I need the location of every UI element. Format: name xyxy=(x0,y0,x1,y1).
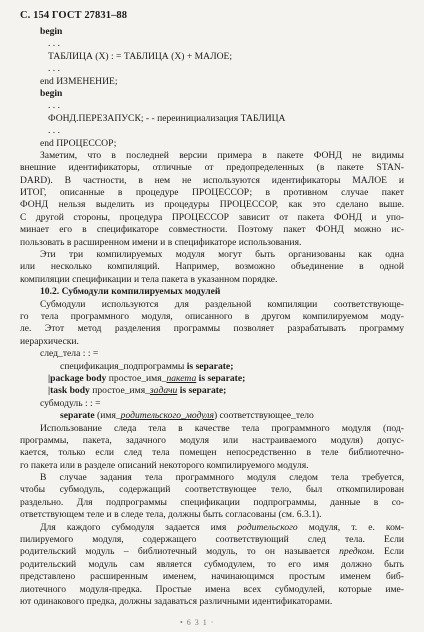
syntax-keyword: is separate; xyxy=(186,360,234,372)
text-line: ответствующем теле и в следе тела, должны быть согласованы (см. 6.3.1). xyxy=(20,509,322,521)
paragraph xyxy=(20,249,404,286)
syntax-rule: след_тела : : = xyxy=(40,348,99,360)
section-title: Субмодули компилируемых модулей xyxy=(61,286,221,298)
syntax-keyword: |task body xyxy=(48,385,90,397)
text-line xyxy=(20,522,404,534)
text-run: Для каждого субмодуля задается имя xyxy=(40,521,238,533)
text-line: пилируемого модуля, содержащего соответствующий след тела. Если xyxy=(20,534,404,546)
code-ellipsis: . . . xyxy=(48,38,60,50)
page-body xyxy=(20,26,404,608)
text-line: минает его в спецификаторе совместности. Поэтому пакет ФОНД можно ис- xyxy=(20,224,404,236)
section-heading xyxy=(20,286,404,298)
syntax-text: (имя_ xyxy=(94,410,121,422)
text-line: пользовать в расширенном имени и в спецификаторе использования. xyxy=(20,236,302,248)
code-begin: begin xyxy=(40,87,63,99)
text-line: программы, пакета, задачного модуля или настраиваемого модуля) допус- xyxy=(20,434,404,446)
code-end-processor: end ПРОЦЕССОР; xyxy=(40,137,117,149)
text-line: Субмодули используются для раздельной компиляции соответствующе- xyxy=(40,298,404,310)
syntax-italic: пакета xyxy=(166,372,197,384)
syntax-text: спецификация_подпрограммы xyxy=(60,360,187,372)
code-begin: begin xyxy=(40,26,63,37)
syntax-alt xyxy=(20,373,404,385)
code-ellipsis: . . . xyxy=(48,125,60,137)
code-ellipsis: . . . xyxy=(48,100,60,112)
syntax-keyword: separate xyxy=(60,410,95,422)
syntax-text: простое_имя_ xyxy=(106,372,167,384)
text-line: компиляции спецификации и тела пакета в указанном порядке. xyxy=(20,273,278,285)
syntax-block xyxy=(20,348,404,422)
text-line: ле. Этот метод разделения программы позволяет разрабатывать программу xyxy=(20,323,404,335)
text-line: чтобы субмодуль, содержащий соответствующее тело, был откомпилирован xyxy=(20,484,404,496)
paragraph xyxy=(20,150,404,249)
text-line: или несколько компиляций. Например, возможно объединение в одной xyxy=(20,261,404,273)
syntax-keyword: is separate; xyxy=(196,372,246,384)
code-ellipsis: . . . xyxy=(48,63,60,75)
text-line: DARD). В частности, в нем не используются идентификаторы МАЛОЕ и xyxy=(20,174,404,186)
syntax-keyword: |package body xyxy=(48,372,107,384)
syntax-alt xyxy=(20,410,404,422)
text-line: ФОНД нельзя выделить из процедуры ПРОЦЕССОР, как это сделано выше. xyxy=(20,199,404,211)
text-run: Если xyxy=(374,546,404,558)
syntax-keyword: is separate; xyxy=(177,385,227,397)
syntax-text: ) соответствующее_тело xyxy=(213,410,314,422)
text-line xyxy=(20,546,404,558)
text-run: модуля, т. е. ком- xyxy=(297,521,404,533)
page-header: С. 154 ГОСТ 27831–88 xyxy=(20,10,128,21)
italic-term: родительского xyxy=(237,521,298,533)
text-line: внешние идентификаторы, отличные от предопределенных (в пакете STAN- xyxy=(20,162,404,174)
text-line: родительский модуль сам является субмодулем, то его имя должно быть xyxy=(20,558,404,570)
paragraph xyxy=(20,423,404,473)
text-line: лиотечного модуля-предка. Простые имена всех субмодулей, которые име- xyxy=(20,583,404,595)
text-line: В случае задания тела программного модуля следом тела требуется, xyxy=(40,472,404,484)
code-assignment: ТАБЛИЦА (X) : = ТАБЛИЦА (X) + МАЛОЕ; xyxy=(48,50,233,62)
text-line: иерархически. xyxy=(20,335,79,347)
italic-term: предком. xyxy=(339,546,375,558)
text-run: родительский модуль – библиотечный модуль, то он называется xyxy=(20,546,340,558)
text-line: представлено расширенным именем, начинающимся простым именем биб- xyxy=(20,571,404,583)
text-line: го тела программного модуля, описанного в другом компилируемом моду- xyxy=(20,310,404,322)
paragraph xyxy=(20,299,404,349)
syntax-alt xyxy=(20,361,404,373)
syntax-rule: субмодуль : : = xyxy=(40,397,101,409)
syntax-alt xyxy=(20,385,404,397)
text-line: ИТОГ, описанные в процедуре ПРОЦЕССОР; в противном случае пакет xyxy=(20,187,404,199)
text-line: Использование следа тела в качестве тела программного модуля (под- xyxy=(40,422,404,434)
code-end-change: end ИЗМЕНЕНИЕ; xyxy=(40,75,118,87)
code-restart-call: ФОНД.ПЕРЕЗАПУСК; - - переинициализация ТАБЛИЦА xyxy=(48,112,286,124)
footer-mark: • 6 3 1 · xyxy=(180,618,215,627)
paragraph xyxy=(20,472,404,522)
text-line: Заметим, что в последней версии примера в пакете ФОНД не видимы xyxy=(40,149,404,161)
text-line: раздельно. Для подпрограммы спецификации подпрограммы, данные в со- xyxy=(20,496,404,508)
text-line: кается, только если след тела помещен непосредственно в теле библиотечно- xyxy=(20,447,404,459)
syntax-italic: задачи xyxy=(149,385,178,397)
text-line: го пакета или в разделе описаний некоторого компилируемого модуля. xyxy=(20,459,309,471)
text-line: ют одинакового предка, должны задаваться различными идентификаторами. xyxy=(20,595,333,607)
text-line: Эти три компилируемых модуля могут быть организованы как одна xyxy=(40,249,404,261)
syntax-italic: родительского_модуля xyxy=(120,410,214,422)
syntax-text: простое_имя_ xyxy=(89,385,150,397)
text-line: С другой стороны, процедура ПРОЦЕССОР зависит от пакета ФОНД и упо- xyxy=(20,211,404,223)
section-number: 10.2. xyxy=(40,286,60,298)
paragraph xyxy=(20,522,404,609)
